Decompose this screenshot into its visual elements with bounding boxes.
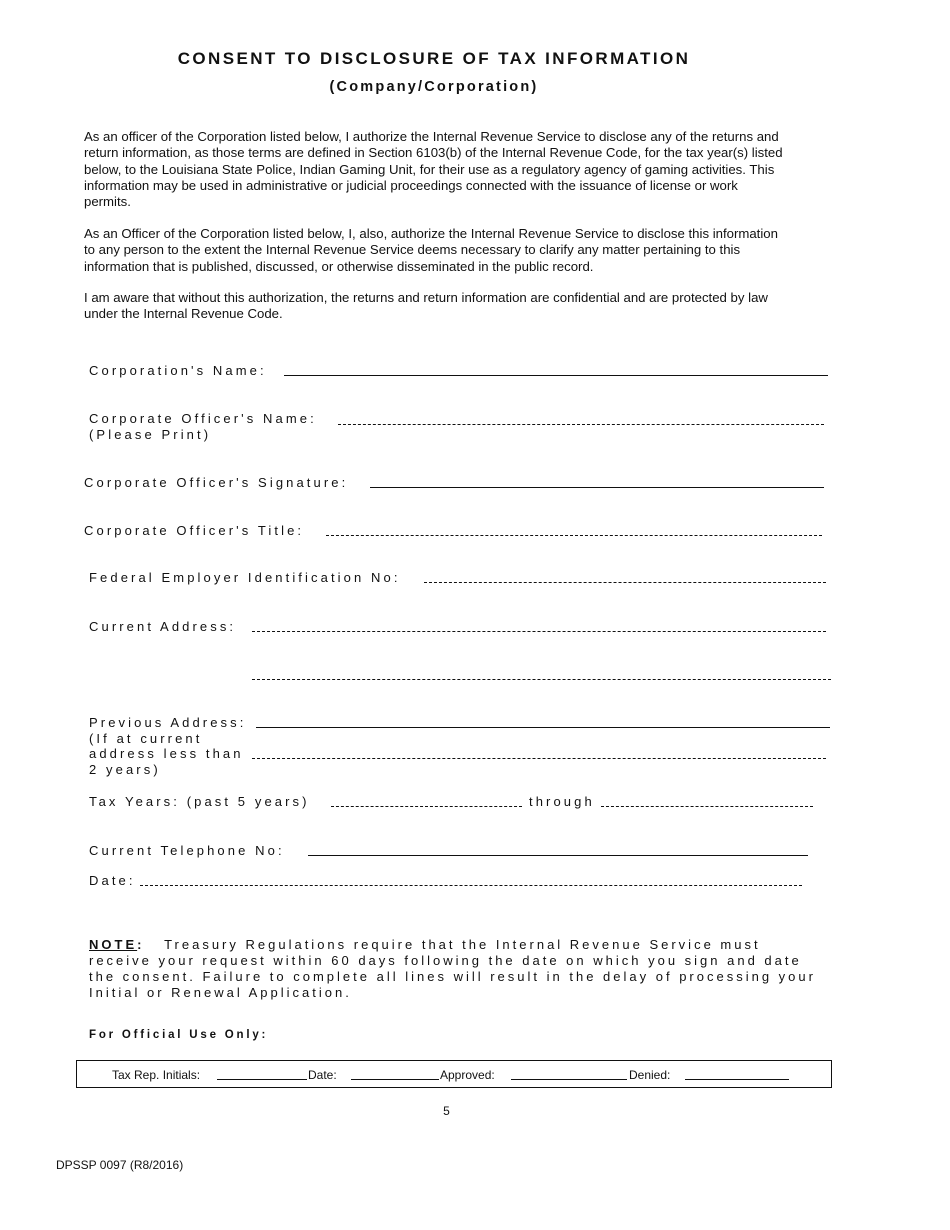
telephone-line[interactable] xyxy=(308,855,808,856)
note-block xyxy=(89,937,819,1001)
denied-label: Denied: xyxy=(629,1068,671,1082)
authorization-paragraph: As an officer of the Corporation listed below, I authorize the Internal Revenue Service to disclose any of the returns and return information, as those terms are defined in Section 6103(b) of the Internal Revenue Code, for the tax year(s) listed below, to the Louisiana State Police, Indian Gaming Unit, for their use as a regulatory agency of gaming activities. This information may be used in administrative or judicial proceedings connected with the issuance of license or work permits. xyxy=(84,129,783,210)
official-date-label: Date: xyxy=(308,1068,337,1082)
form-id: DPSSP 0097 (R8/2016) xyxy=(56,1158,184,1172)
corporation-name-line[interactable] xyxy=(284,375,828,376)
denied-line[interactable] xyxy=(685,1079,789,1080)
approved-label: Approved: xyxy=(440,1068,495,1082)
note-text: Treasury Regulations require that the Internal Revenue Service must receive your request within 60 days following the date on which you sign and date the consent. Failure to complete all lines will result in the delay of processing your Initial or Renewal Application. xyxy=(89,937,816,1000)
previous-address-label: Previous Address: xyxy=(89,715,247,730)
previous-address-line-2[interactable] xyxy=(252,758,826,759)
fein-label: Federal Employer Identification No: xyxy=(89,570,401,585)
tax-years-from-line[interactable] xyxy=(331,806,522,807)
date-line[interactable] xyxy=(140,885,802,886)
page-number: 5 xyxy=(443,1104,450,1118)
current-address-label: Current Address: xyxy=(89,619,237,634)
note-heading: NOTE xyxy=(89,937,138,952)
official-date-line[interactable] xyxy=(351,1079,439,1080)
fein-line[interactable] xyxy=(424,582,826,583)
officer-name-label: Corporate Officer's Name: xyxy=(89,411,317,426)
date-label: Date: xyxy=(89,873,136,888)
officer-name-line[interactable] xyxy=(338,424,824,425)
current-address-line-2[interactable] xyxy=(252,679,831,680)
approved-line[interactable] xyxy=(511,1079,627,1080)
tax-years-to-line[interactable] xyxy=(601,806,813,807)
officer-name-hint: (Please Print) xyxy=(89,427,212,442)
confidentiality-paragraph: I am aware that without this authorization, the returns and return information are confidential and are protected by law under the Internal Revenue Code. xyxy=(84,290,768,322)
form-subtitle: (Company/Corporation) xyxy=(329,79,539,95)
disclosure-paragraph: As an Officer of the Corporation listed below, I, also, authorize the Internal Revenue Service to disclose this information to any person to the extent the Internal Revenue Service deems necessary to clarify any matter pertaining to this information that is published, discussed, or otherwise disseminated in the public record. xyxy=(84,226,778,274)
note-colon: : xyxy=(137,937,145,952)
telephone-label: Current Telephone No: xyxy=(89,843,285,858)
officer-signature-line[interactable] xyxy=(370,487,824,488)
tax-rep-initials-line[interactable] xyxy=(217,1079,307,1080)
tax-years-through-label: through xyxy=(529,794,595,809)
tax-rep-initials-label: Tax Rep. Initials: xyxy=(112,1068,201,1082)
tax-years-label: Tax Years: (past 5 years) xyxy=(89,794,310,809)
officer-title-line[interactable] xyxy=(326,535,822,536)
official-use-heading: For Official Use Only: xyxy=(89,1029,269,1041)
corporation-name-label: Corporation's Name: xyxy=(89,363,267,378)
previous-address-hint-1: (If at current xyxy=(89,731,203,746)
officer-signature-label: Corporate Officer's Signature: xyxy=(84,475,349,490)
form-title: CONSENT TO DISCLOSURE OF TAX INFORMATION xyxy=(177,49,691,68)
previous-address-hint-2: address less than xyxy=(89,746,244,761)
current-address-line-1[interactable] xyxy=(252,631,826,632)
officer-title-label: Corporate Officer's Title: xyxy=(84,523,305,538)
previous-address-line-1[interactable] xyxy=(256,727,830,728)
previous-address-hint-3: 2 years) xyxy=(89,762,161,777)
